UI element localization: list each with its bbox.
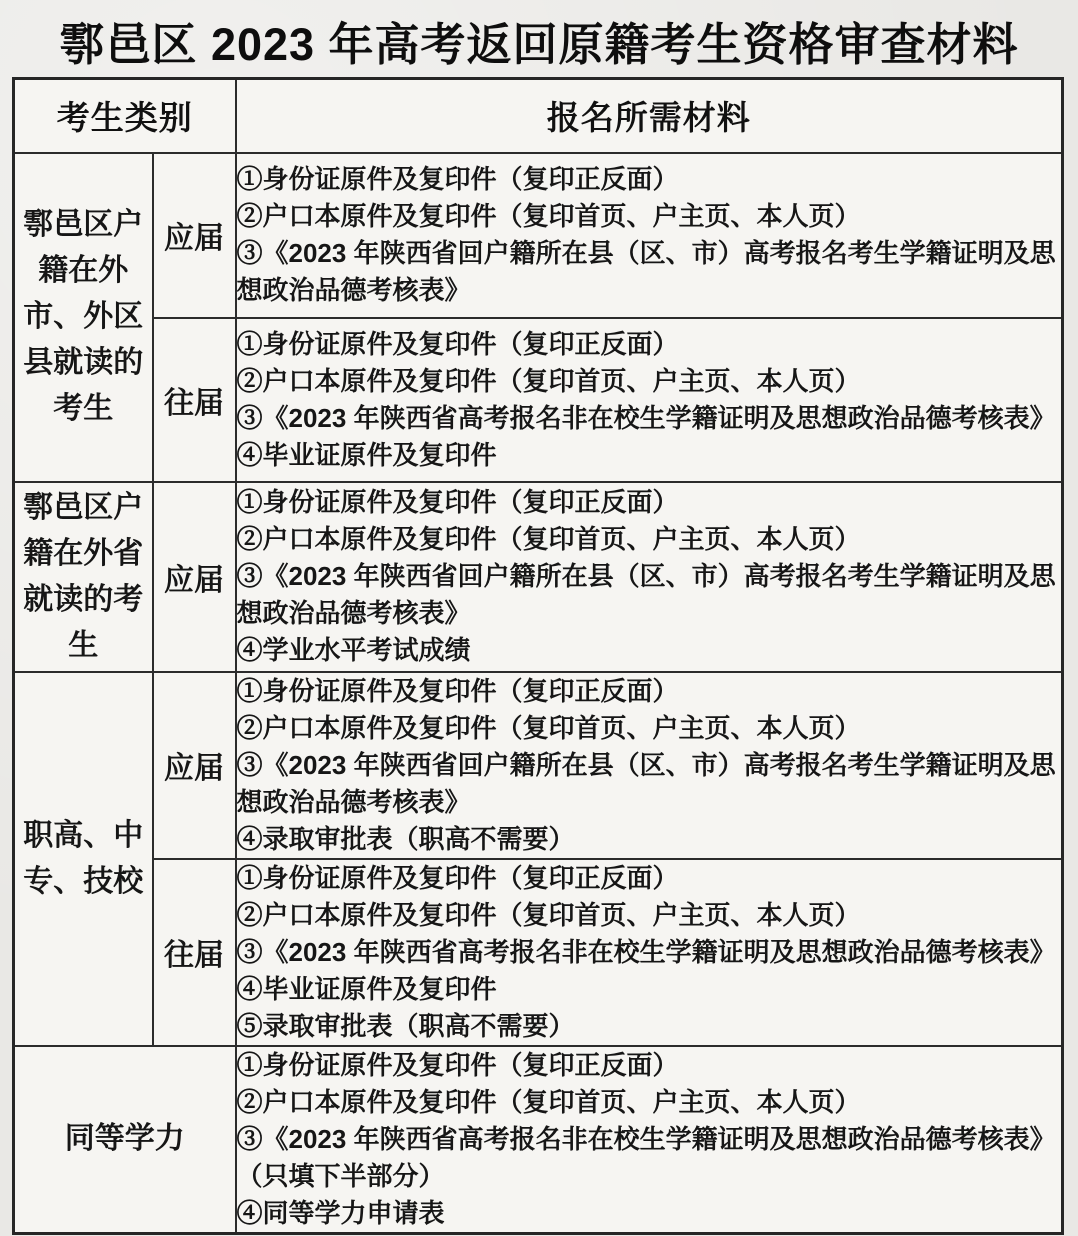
materials-table [12,77,1064,1235]
material-item: ②户口本原件及复印件（复印首页、户主页、本人页） [236,1086,861,1117]
material-item: ④毕业证原件及复印件 [236,973,497,1004]
materials-cell [236,482,1063,672]
materials-cell [236,859,1063,1046]
materials-cell [236,1046,1063,1234]
table-row [14,482,1063,672]
cohort-cell: 应届 [153,672,236,859]
material-item: ④同等学力申请表 [236,1197,445,1228]
cohort-cell: 往届 [153,318,236,482]
material-item: ①身份证原件及复印件（复印正反面） [236,328,679,359]
material-item: ④录取审批表（职高不需要） [236,823,575,854]
table-row [14,672,1063,859]
material-item: ②户口本原件及复印件（复印首页、户主页、本人页） [236,712,861,743]
table-header-row [14,79,1063,153]
header-category: 考生类别 [14,79,236,153]
header-materials: 报名所需材料 [236,79,1063,153]
material-item: ③《2023 年陕西省高考报名非在校生学籍证明及思想政治品德考核表》 [236,936,1056,967]
materials-cell [236,153,1063,318]
material-item: ③《2023 年陕西省回户籍所在县（区、市）高考报名考生学籍证明及思想政治品德考核表》 [236,238,1056,305]
material-item: ③《2023 年陕西省回户籍所在县（区、市）高考报名考生学籍证明及思想政治品德考核表》 [236,749,1056,817]
page-title: 鄠邑区 2023 年高考返回原籍考生资格审查材料 [59,19,1019,70]
material-item: ⑤录取审批表（职高不需要） [236,1010,575,1041]
category-cell: 鄠邑区户籍在外省就读的考生 [14,482,153,672]
material-item: ①身份证原件及复印件（复印正反面） [236,487,679,517]
cohort-cell: 往届 [153,859,236,1046]
materials-cell [236,318,1063,482]
material-item: ①身份证原件及复印件（复印正反面） [236,1049,679,1080]
material-item: ①身份证原件及复印件（复印正反面） [236,164,679,194]
material-item: ③《2023 年陕西省回户籍所在县（区、市）高考报名考生学籍证明及思想政治品德考核表》 [236,561,1056,628]
material-item: ④学业水平考试成绩 [236,635,471,665]
category-cell: 职高、中专、技校 [14,672,153,1046]
material-item: ③《2023 年陕西省高考报名非在校生学籍证明及思想政治品德考核表》（只填下半部分） [236,1123,1056,1191]
material-item: ①身份证原件及复印件（复印正反面） [236,862,679,893]
cohort-cell: 应届 [153,482,236,672]
material-item: ③《2023 年陕西省高考报名非在校生学籍证明及思想政治品德考核表》 [236,402,1056,433]
material-item: ①身份证原件及复印件（复印正反面） [236,675,679,706]
materials-cell [236,672,1063,859]
table-row [14,859,1063,1046]
table-row [14,153,1063,318]
material-item: ④毕业证原件及复印件 [236,439,497,470]
table-row [14,318,1063,482]
category-cell: 鄠邑区户籍在外市、外区县就读的考生 [14,153,153,482]
table-row [14,1046,1063,1234]
material-item: ②户口本原件及复印件（复印首页、户主页、本人页） [236,365,861,396]
cohort-cell: 应届 [153,153,236,318]
material-item: ②户口本原件及复印件（复印首页、户主页、本人页） [236,201,861,231]
category-cell: 同等学力 [14,1046,236,1234]
material-item: ②户口本原件及复印件（复印首页、户主页、本人页） [236,899,861,930]
material-item: ②户口本原件及复印件（复印首页、户主页、本人页） [236,524,861,554]
